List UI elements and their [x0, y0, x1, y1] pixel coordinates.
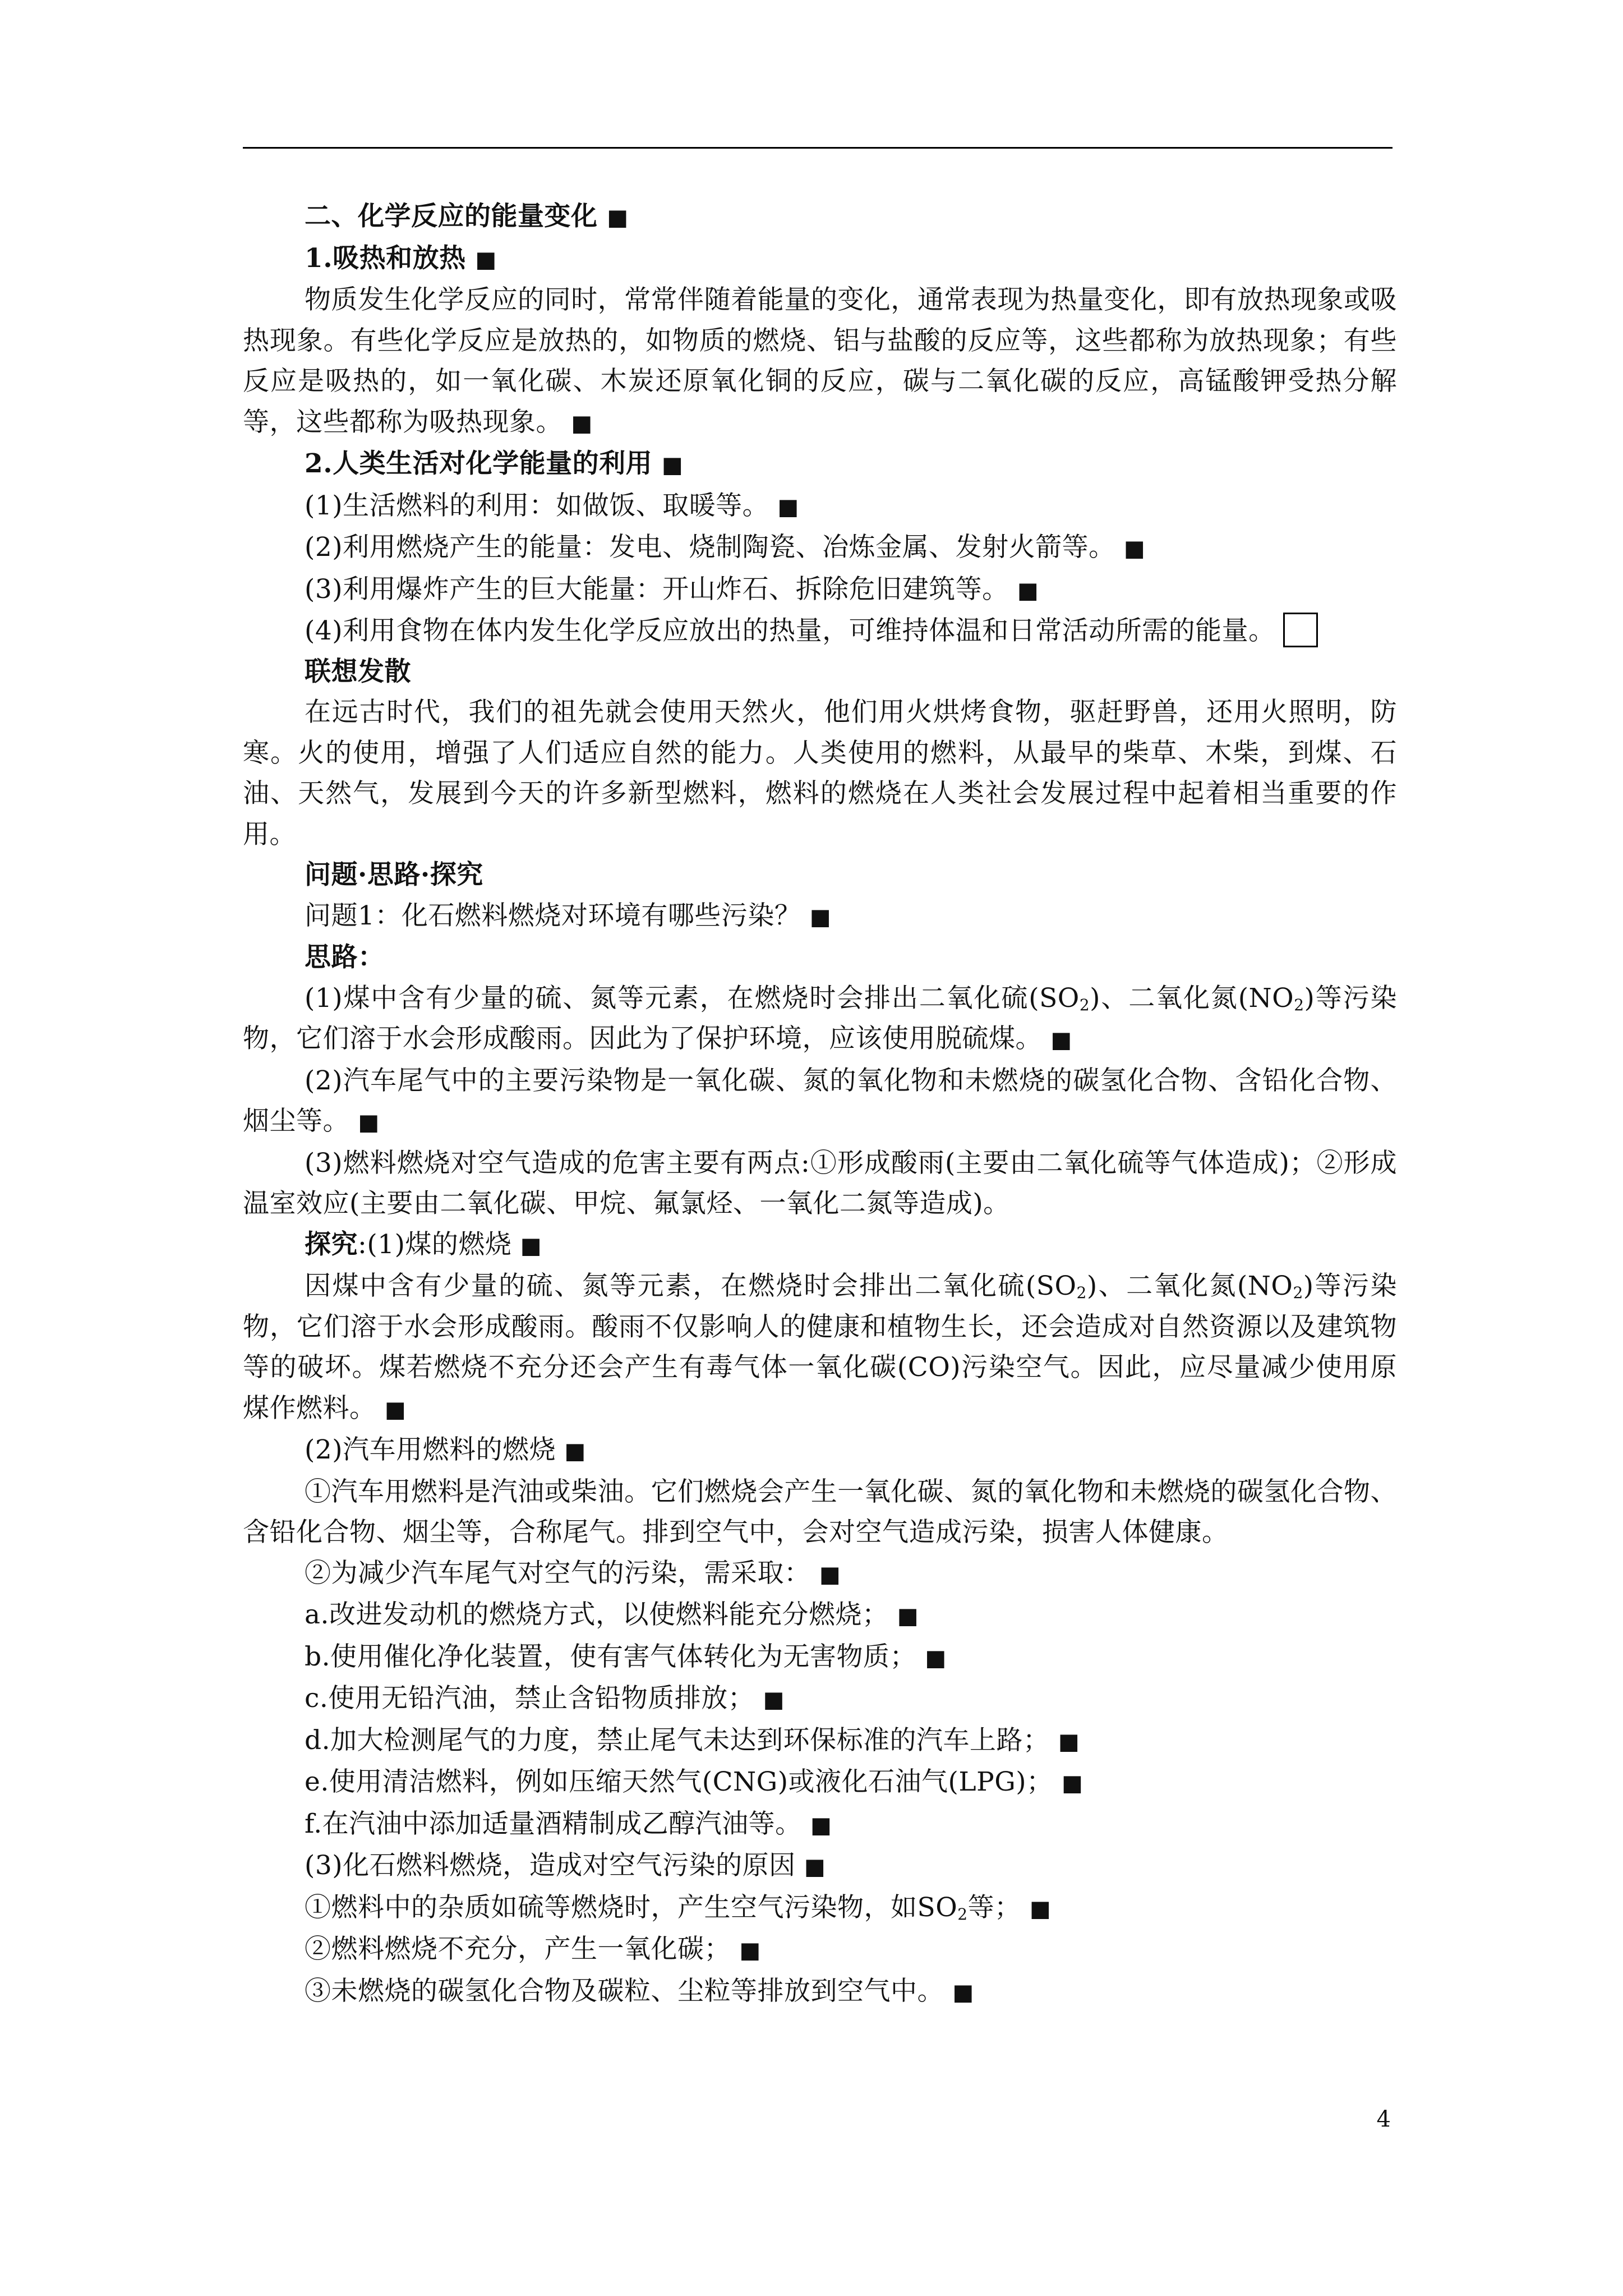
cause-item [243, 1929, 1397, 1971]
tanjiu-1-text-a: 因煤中含有少量的硫、氮等元素，在燃烧时会排出二氧化硫(SO [305, 1271, 1077, 1301]
lianxiang-body: 在远古时代，我们的祖先就会使用天然火，他们用火烘烤食物，驱赶野兽，还用火照明，防寒。火的使用，增强了人们适应自然的能力。人类使用的燃料，从最早的柴草、木柴，到煤、石油、天然气，发展到今天的许多新型燃料，燃料的燃烧在人类社会发展过程中起着相当重要的作用。 [243, 697, 1397, 850]
subscript: 2 [957, 1904, 968, 1924]
marker-square: ■ [384, 1396, 407, 1423]
cause-2-text: ②燃料燃烧不充分，产生一氧化碳； [305, 1934, 731, 1964]
wenti-title: 问题·思路·探究 [305, 859, 483, 890]
tanjiu-1-text-c: )等污染物，它们溶于水会形成酸雨。酸雨不仅影响人的健康和植物生长，还会造成对自然资源以及建筑物等的破坏。煤若燃烧不充分还会产生有毒气体一氧化碳(CO)污染空气。因此，应尽量减少使用原煤作燃料。 [243, 1271, 1397, 1424]
marker-square: ■ [358, 1110, 380, 1135]
marker-square: ■ [1062, 1770, 1083, 1796]
measure-item-text: f.在汽油中添加适量酒精制成乙醇汽油等。 [305, 1808, 802, 1839]
subsection-title-2 [243, 444, 1397, 486]
section-heading [243, 196, 1397, 238]
marker-square: ■ [952, 1979, 974, 2005]
cause-1-text-a: ①燃料中的杂质如硫等燃烧时，产生空气污染物，如SO [305, 1892, 958, 1923]
marker-square: ■ [777, 494, 799, 520]
use-item [243, 569, 1397, 611]
marker-square: ■ [763, 1687, 785, 1713]
tanjiu-1-body [243, 1266, 1397, 1430]
paragraph-heat [243, 280, 1397, 444]
marker-square: ■ [739, 1938, 761, 1963]
question-1-text: 问题1：化石燃料燃烧对环境有哪些污染？ [305, 900, 801, 931]
use-item [243, 527, 1397, 569]
measure-item-text: b.使用催化净化装置，使有害气体转化为无害物质； [305, 1641, 917, 1672]
measure-item-text: a.改进发动机的燃烧方式，以使燃料能充分燃烧； [305, 1599, 889, 1630]
tanjiu-3-title [243, 1846, 1397, 1888]
marker-square: ■ [571, 410, 593, 436]
tanjiu-1-title [243, 1225, 1397, 1267]
tanjiu-2-p2-text: ②为减少汽车尾气对空气的污染，需采取： [305, 1557, 811, 1589]
subscript: 2 [1294, 995, 1304, 1014]
measure-item [243, 1637, 1397, 1679]
marker-square: ■ [810, 1812, 832, 1838]
marker-square: ■ [925, 1645, 947, 1671]
measure-item-text: c.使用无铅汽油，禁止含铅物质排放； [305, 1683, 755, 1714]
tanjiu-2-p2 [243, 1553, 1397, 1595]
measure-item-text: e.使用清洁燃料，例如压缩天然气(CNG)或液化石油气(LPG)； [305, 1766, 1053, 1797]
section-heading-text: 二、化学反应的能量变化 [305, 201, 598, 232]
marker-square: ■ [1050, 1027, 1072, 1053]
cause-3-text: ③未燃烧的碳氢化合物及碳粒、尘粒等排放到空气中。 [305, 1975, 944, 2007]
silu-1-text-c: )等污染物，它们溶于水会形成酸雨。因此为了保护环境，应该使用脱硫煤。 [243, 982, 1397, 1054]
measure-item [243, 1804, 1397, 1846]
marker-square: ■ [1017, 577, 1039, 604]
tanjiu-2-title-text: (2)汽车用燃料的燃烧 [305, 1434, 556, 1465]
measure-item [243, 1678, 1397, 1720]
marker-square: ■ [564, 1438, 586, 1464]
silu-3: (3)燃料燃烧对空气造成的危害主要有两点:①形成酸雨(主要由二氧化硫等气体造成)；②形成温室效应(主要由二氧化碳、甲烷、氟氯烃、一氧化二氮等造成)。 [243, 1147, 1397, 1219]
subsection-title-1-text: 1.吸热和放热 [305, 242, 466, 274]
use-item [243, 486, 1397, 528]
marker-square: ■ [1058, 1728, 1080, 1755]
cause-1-text-b: 等； [967, 1892, 1021, 1923]
marker-square: ■ [809, 904, 832, 930]
silu-1 [243, 978, 1397, 1061]
tanjiu-3-title-text: (3)化石燃料燃烧，造成对空气污染的原因 [305, 1850, 796, 1881]
marker-square: ■ [1030, 1895, 1052, 1922]
marker-square: ■ [1124, 536, 1146, 562]
measure-item [243, 1762, 1397, 1804]
tanjiu-1-text-b: )、二氧化氮(NO [1086, 1271, 1293, 1301]
measure-item [243, 1595, 1397, 1637]
cause-item [243, 1971, 1397, 2013]
use-item [243, 611, 1418, 652]
marker-square: ■ [897, 1603, 919, 1629]
silu-2 [243, 1061, 1397, 1143]
header-rule [243, 147, 1393, 149]
subscript: 2 [1076, 1283, 1087, 1302]
use-item-text: (4)利用食物在体内发生化学反应放出的热量，可维持体温和日常活动所需的能量。 [305, 615, 1275, 646]
use-item-text: (1)生活燃料的利用：如做饭、取暖等。 [305, 490, 769, 521]
marker-square: ■ [661, 452, 684, 478]
tanjiu-2-p1: ①汽车用燃料是汽油或柴油。它们燃烧会产生一氧化碳、氮的氧化物和未燃烧的碳氢化合物、含铅化合物、烟尘等，合称尾气。排到空气中，会对空气造成污染，损害人体健康。 [243, 1476, 1397, 1548]
silu-2-text: (2)汽车尾气中的主要污染物是一氧化碳、氮的氧化物和未燃烧的碳氢化合物、含铅化合物、烟尘等。 [243, 1065, 1397, 1137]
silu-1-text-a: (1)煤中含有少量的硫、氮等元素，在燃烧时会排出二氧化硫(SO [305, 982, 1080, 1014]
marker-square: ■ [475, 246, 497, 273]
lianxiang-title: 联想发散 [305, 656, 411, 687]
measure-item [243, 1720, 1397, 1763]
silu-1-text-b: )、二氧化氮(NO [1090, 982, 1294, 1014]
question-1 [243, 896, 1397, 938]
subsection-title-2-text: 2.人类生活对化学能量的利用 [305, 448, 653, 479]
silu-label: 思路： [305, 942, 385, 973]
subscript: 2 [1079, 995, 1090, 1014]
marker-square: ■ [520, 1232, 542, 1259]
empty-checkbox [1283, 613, 1318, 647]
marker-square: ■ [607, 205, 629, 231]
marker-square: ■ [819, 1561, 841, 1588]
page-number: 4 [1376, 2106, 1391, 2132]
measure-item-text: d.加大检测尾气的力度，禁止尾气未达到环保标准的汽车上路； [305, 1724, 1050, 1756]
marker-square: ■ [804, 1854, 826, 1880]
tanjiu-label: 探究 [305, 1228, 358, 1260]
use-item-text: (3)利用爆炸产生的巨大能量：开山炸石、拆除危旧建筑等。 [305, 573, 1009, 605]
subscript: 2 [1293, 1283, 1303, 1302]
paragraph-heat-text: 物质发生化学反应的同时，常常伴随着能量的变化，通常表现为热量变化，即有放热现象或吸热现象。有些化学反应是放热的，如物质的燃烧、铝与盐酸的反应等，这些都称为放热现象；有些反应是吸热的，如一氧化碳、木炭还原氧化铜的反应，碳与二氧化碳的反应，高锰酸钾受热分解等，这些都称为吸热现象。 [243, 284, 1397, 438]
cause-item [243, 1888, 1397, 1930]
tanjiu-1-title-text: :(1)煤的燃烧 [358, 1228, 512, 1260]
page-content [243, 196, 1397, 2013]
tanjiu-2-title [243, 1430, 1397, 1472]
subsection-title-1 [243, 238, 1397, 280]
use-item-text: (2)利用燃烧产生的能量：发电、烧制陶瓷、冶炼金属、发射火箭等。 [305, 532, 1115, 563]
